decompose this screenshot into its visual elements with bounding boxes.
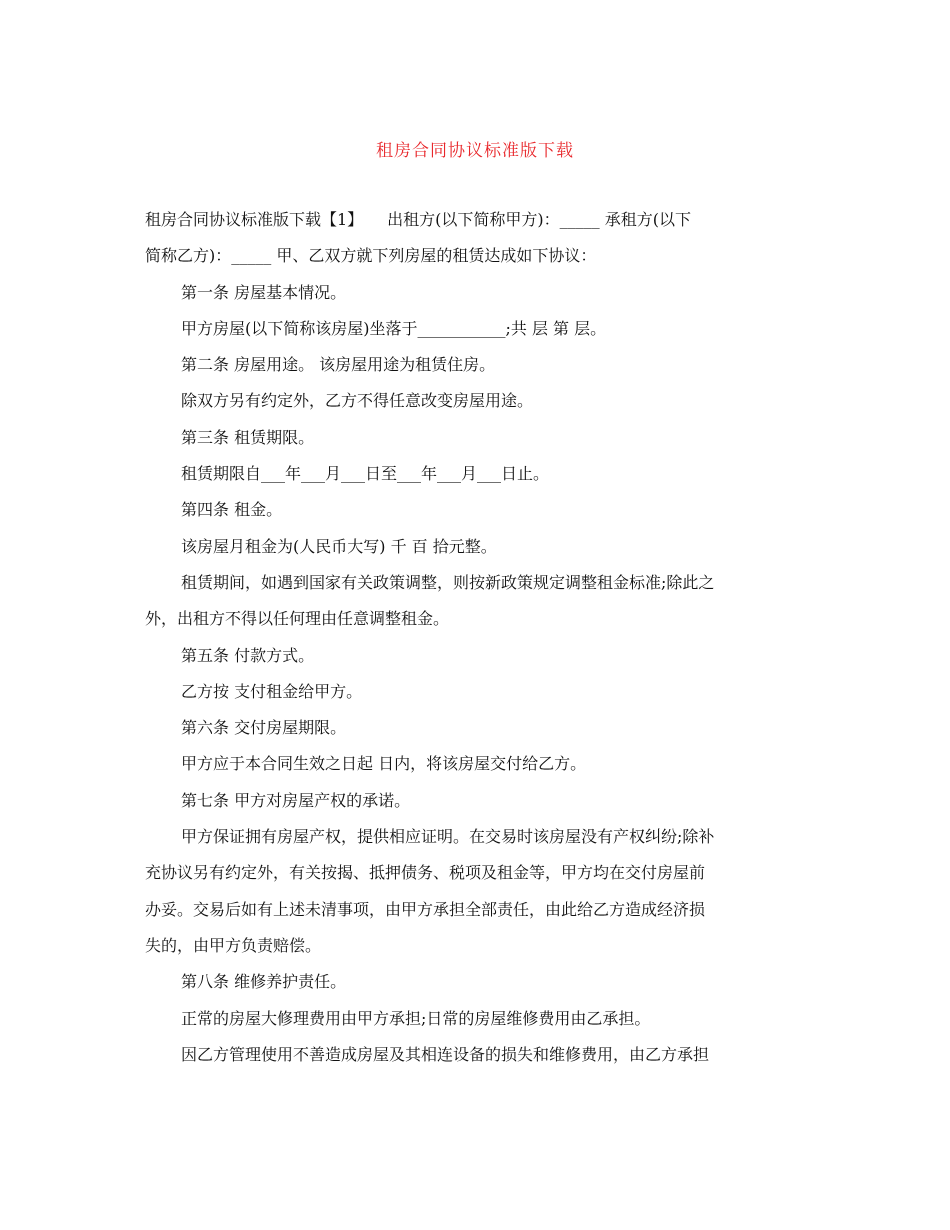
paragraph-line: 租房合同协议标准版下载【1】 出租方(以下简称甲方)：_____ 承租方(以下: [145, 210, 691, 229]
paragraph-line: 除双方另有约定外，乙方不得任意改变房屋用途。: [181, 391, 534, 411]
article-heading: 第一条 房屋基本情况。: [181, 282, 347, 302]
paragraph-line: 租赁期间，如遇到国家有关政策调整，则按新政策规定调整租金标准;除此之: [181, 572, 715, 592]
paragraph-line: 租赁期限自___年___月___日至___年___月___日止。: [181, 464, 550, 484]
paragraph-line: 失的，由甲方负责赔偿。: [145, 935, 322, 955]
article-heading: 第五条 付款方式。: [181, 645, 315, 665]
document-body: [145, 206, 810, 1077]
paragraph-line: 乙方按 支付租金给甲方。: [181, 681, 363, 701]
article-heading: 第六条 交付房屋期限。: [181, 718, 347, 738]
article-heading: 第四条 租金。: [181, 500, 283, 520]
document-title: 租房合同协议标准版下载: [376, 141, 574, 161]
paragraph-line: 办妥。交易后如有上述未清事项，由甲方承担全部责任，由此给乙方造成经济损: [145, 899, 706, 919]
article-heading: 第二条 房屋用途。 该房屋用途为租赁住房。: [181, 355, 496, 375]
paragraph-line: 甲方应于本合同生效之日起 日内，将该房屋交付给乙方。: [181, 754, 587, 774]
paragraph-line: 该房屋月租金为(人民币大写) 千 百 拾元整。: [181, 536, 497, 556]
paragraph-line: 简称乙方)：_____ 甲、乙双方就下列房屋的租赁达成如下协议：: [145, 246, 597, 266]
paragraph-line: 正常的房屋大修理费用由甲方承担;日常的房屋维修费用由乙承担。: [181, 1008, 651, 1028]
article-heading: 第三条 租赁期限。: [181, 427, 315, 447]
article-heading: 第七条 甲方对房屋产权的承诺。: [181, 790, 411, 810]
paragraph-line: 因乙方管理使用不善造成房屋及其相连设备的损失和维修费用，由乙方承担: [181, 1044, 710, 1064]
article-heading: 第八条 维修养护责任。: [181, 972, 347, 992]
paragraph-line: 充协议另有约定外，有关按揭、抵押债务、税项及租金等，甲方均在交付房屋前: [145, 863, 706, 883]
paragraph-line: 外，出租方不得以任何理由任意调整租金。: [145, 609, 450, 629]
paragraph-line: 甲方房屋(以下简称该房屋)坐落于___________;共 层 第 层。: [181, 318, 607, 338]
paragraph-line: 甲方保证拥有房屋产权，提供相应证明。在交易时该房屋没有产权纠纷;除补: [181, 827, 715, 847]
